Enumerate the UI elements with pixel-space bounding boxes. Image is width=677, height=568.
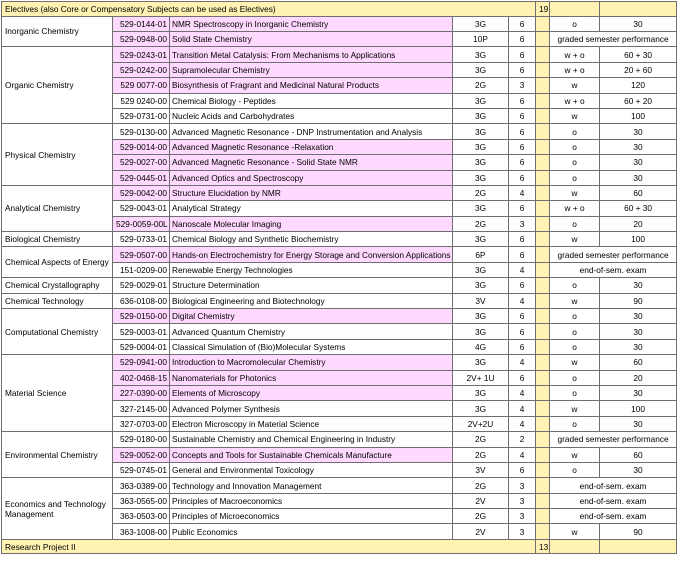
course-credits: 6 [509,31,536,46]
course-type: 2G [453,478,509,493]
assessment-duration: 30 [600,155,677,170]
course-credits: 6 [509,62,536,77]
course-credits: 6 [509,124,536,139]
course-code: 529-0042-00 [113,185,170,200]
course-credits: 6 [509,309,536,324]
course-type: 3G [453,324,509,339]
assessment-mode: w [550,447,600,462]
course-code: 529-0243-01 [113,47,170,62]
course-name: Advanced Polymer Synthesis [170,401,453,416]
subject-area-cell: Chemical Technology [2,293,113,308]
course-type: 3G [453,201,509,216]
course-row [2,232,677,247]
course-marker [536,493,550,508]
course-marker [536,216,550,231]
course-type: 6P [453,247,509,262]
course-marker [536,31,550,46]
assessment-mode: o [550,278,600,293]
footer-row [2,539,677,554]
assessment-mode: w [550,293,600,308]
course-code: 529-0014-00 [113,139,170,154]
course-name: Structure Determination [170,278,453,293]
assessment-mode: o [550,124,600,139]
footer-blank [600,539,677,554]
assessment-mode: o [550,16,600,31]
course-code: 529 0240-00 [113,93,170,108]
course-marker [536,509,550,524]
footer-label: Research Project II [2,539,536,554]
course-credits: 6 [509,462,536,477]
course-credits: 6 [509,16,536,31]
assessment-mode: o [550,462,600,477]
course-name: Chemical Biology and Synthetic Biochemistry [170,232,453,247]
assessment-duration: 30 [600,278,677,293]
course-code: 529-0941-00 [113,355,170,370]
course-marker [536,478,550,493]
course-code: 529-0043-01 [113,201,170,216]
subject-area-cell: Biological Chemistry [2,232,113,247]
header-blank [550,2,600,17]
course-type: 3G [453,355,509,370]
course-code: 363-0389-00 [113,478,170,493]
assessment-duration: 90 [600,524,677,539]
course-type: 3G [453,262,509,277]
course-credits: 4 [509,185,536,200]
course-name: Electron Microscopy in Material Science [170,416,453,431]
course-credits: 4 [509,447,536,462]
assessment-duration: 60 [600,447,677,462]
assessment-mode: w [550,355,600,370]
course-type: 4G [453,339,509,354]
course-code: 529-0130-00 [113,124,170,139]
course-marker [536,108,550,123]
course-credits: 6 [509,247,536,262]
assessment-note: graded semester performance [550,247,677,262]
course-credits: 6 [509,93,536,108]
course-marker [536,370,550,385]
course-code: 363-0565-00 [113,493,170,508]
course-type: 3G [453,309,509,324]
course-row [2,309,677,324]
course-credits: 6 [509,155,536,170]
course-marker [536,447,550,462]
header-credits: 19 [536,2,550,17]
course-name: Advanced Quantum Chemistry [170,324,453,339]
course-code: 529-0733-01 [113,232,170,247]
course-code: 529-0052-00 [113,447,170,462]
course-type: 3G [453,62,509,77]
course-row [2,247,677,262]
course-code: 529-0003-01 [113,324,170,339]
course-type: 10P [453,31,509,46]
course-name: Principles of Macroeconomics [170,493,453,508]
header-blank [600,2,677,17]
assessment-duration: 60 + 20 [600,93,677,108]
course-code: 151-0209-00 [113,262,170,277]
course-code: 402-0468-15 [113,370,170,385]
course-code: 529-0242-00 [113,62,170,77]
course-credits: 6 [509,139,536,154]
course-name: Technology and Innovation Management [170,478,453,493]
course-row [2,355,677,370]
assessment-mode: o [550,370,600,385]
assessment-duration: 30 [600,16,677,31]
course-credits: 3 [509,493,536,508]
course-marker [536,232,550,247]
course-name: Advanced Magnetic Resonance - Solid State NMR [170,155,453,170]
course-credits: 6 [509,170,536,185]
course-type: 3G [453,155,509,170]
course-name: Nanoscale Molecular Imaging [170,216,453,231]
course-marker [536,385,550,400]
course-marker [536,524,550,539]
course-type: 2G [453,216,509,231]
course-type: 3V [453,293,509,308]
course-marker [536,293,550,308]
assessment-duration: 60 + 30 [600,47,677,62]
course-type: 2V+ 1U [453,370,509,385]
course-credits: 4 [509,401,536,416]
course-code: 529-0948-00 [113,31,170,46]
course-credits: 4 [509,416,536,431]
assessment-mode: w + o [550,93,600,108]
course-name: Sustainable Chemistry and Chemical Engineering in Industry [170,432,453,447]
assessment-mode: w + o [550,62,600,77]
course-credits: 4 [509,355,536,370]
assessment-mode: w + o [550,47,600,62]
assessment-duration: 60 [600,355,677,370]
course-name: Nanomaterials for Photonics [170,370,453,385]
course-name: Advanced Magnetic Resonance - DNP Instrumentation and Analysis [170,124,453,139]
course-name: Principles of Microeconomics [170,509,453,524]
course-name: Solid State Chemistry [170,31,453,46]
course-marker [536,309,550,324]
assessment-mode: o [550,139,600,154]
course-type: 3G [453,47,509,62]
course-name: Advanced Optics and Spectroscopy [170,170,453,185]
assessment-mode: w [550,78,600,93]
course-name: Hands-on Electrochemistry for Energy Storage and Conversion Applications [170,247,453,262]
course-code: 529-0745-01 [113,462,170,477]
course-name: Nucleic Acids and Carbohydrates [170,108,453,123]
course-credits: 6 [509,370,536,385]
course-type: 3G [453,232,509,247]
course-code: 327-0703-00 [113,416,170,431]
course-credits: 6 [509,47,536,62]
course-marker [536,78,550,93]
assessment-mode: o [550,339,600,354]
course-marker [536,62,550,77]
course-credits: 3 [509,78,536,93]
assessment-duration: 100 [600,108,677,123]
course-marker [536,416,550,431]
course-type: 2V [453,493,509,508]
course-name: Classical Simulation of (Bio)Molecular Systems [170,339,453,354]
course-credits: 3 [509,509,536,524]
course-credits: 4 [509,293,536,308]
course-name: NMR Spectroscopy in Inorganic Chemistry [170,16,453,31]
course-marker [536,170,550,185]
course-code: 529-0144-01 [113,16,170,31]
course-credits: 4 [509,385,536,400]
assessment-duration: 30 [600,339,677,354]
assessment-mode: o [550,416,600,431]
course-row [2,432,677,447]
course-marker [536,262,550,277]
course-code: 363-1008-00 [113,524,170,539]
subject-area-cell: Inorganic Chemistry [2,16,113,47]
course-code: 529-0059-00L [113,216,170,231]
course-credits: 6 [509,108,536,123]
course-marker [536,432,550,447]
course-name: General and Environmental Toxicology [170,462,453,477]
assessment-duration: 20 [600,370,677,385]
course-name: Biological Engineering and Biotechnology [170,293,453,308]
assessment-duration: 30 [600,170,677,185]
course-code: 529 0077-00 [113,78,170,93]
assessment-duration: 100 [600,232,677,247]
course-code: 327-2145-00 [113,401,170,416]
footer-credits: 13 [536,539,550,554]
course-type: 3G [453,385,509,400]
course-row [2,293,677,308]
header-row [2,2,677,17]
course-type: 2G [453,432,509,447]
course-code: 636-0108-00 [113,293,170,308]
subject-area-cell: Computational Chemistry [2,309,113,355]
course-marker [536,47,550,62]
course-marker [536,355,550,370]
assessment-duration: 20 + 60 [600,62,677,77]
course-code: 529-0180-00 [113,432,170,447]
course-code: 529-0027-00 [113,155,170,170]
course-marker [536,124,550,139]
course-code: 529-0029-01 [113,278,170,293]
course-credits: 3 [509,216,536,231]
course-name: Public Economics [170,524,453,539]
assessment-duration: 30 [600,416,677,431]
course-type: 3G [453,108,509,123]
course-code: 529-0150-00 [113,309,170,324]
footer-blank [550,539,600,554]
course-type: 2V+2U [453,416,509,431]
assessment-mode: o [550,385,600,400]
assessment-duration: 60 + 30 [600,201,677,216]
assessment-note: end-of-sem. exam [550,478,677,493]
course-credits: 6 [509,339,536,354]
assessment-duration: 30 [600,139,677,154]
course-name: Supramolecular Chemistry [170,62,453,77]
course-name: Biosynthesis of Fragrant and Medicinal Natural Products [170,78,453,93]
course-credits: 6 [509,201,536,216]
course-code: 529-0507-00 [113,247,170,262]
course-marker [536,201,550,216]
course-row [2,16,677,31]
course-row [2,185,677,200]
assessment-duration: 120 [600,78,677,93]
course-marker [536,278,550,293]
subject-area-cell: Organic Chemistry [2,47,113,124]
subject-area-cell: Environmental Chemistry [2,432,113,478]
course-marker [536,339,550,354]
assessment-duration: 30 [600,309,677,324]
course-type: 2V [453,524,509,539]
course-code: 529-0445-01 [113,170,170,185]
assessment-mode: w [550,185,600,200]
course-credits: 6 [509,232,536,247]
assessment-mode: w [550,401,600,416]
assessment-mode: o [550,170,600,185]
course-code: 363-0503-00 [113,509,170,524]
course-row [2,278,677,293]
assessment-mode: w [550,108,600,123]
course-name: Analytical Strategy [170,201,453,216]
course-credits: 4 [509,262,536,277]
assessment-note: graded semester performance [550,432,677,447]
course-marker [536,462,550,477]
course-type: 3V [453,462,509,477]
subject-area-cell: Chemical Aspects of Energy [2,247,113,278]
course-type: 2G [453,185,509,200]
subject-area-cell: Material Science [2,355,113,432]
assessment-mode: w [550,232,600,247]
course-credits: 6 [509,324,536,339]
course-row [2,478,677,493]
course-row [2,47,677,62]
course-name: Introduction to Macromolecular Chemistry [170,355,453,370]
course-name: Structure Elucidation by NMR [170,185,453,200]
assessment-note: graded semester performance [550,31,677,46]
course-type: 3G [453,16,509,31]
subject-area-cell: Chemical Crystallography [2,278,113,293]
course-type: 3G [453,278,509,293]
assessment-note: end-of-sem. exam [550,262,677,277]
assessment-mode: w [550,524,600,539]
electives-table [1,1,677,554]
course-marker [536,185,550,200]
course-type: 2G [453,509,509,524]
course-marker [536,16,550,31]
assessment-duration: 30 [600,124,677,139]
course-type: 2G [453,78,509,93]
course-type: 2G [453,447,509,462]
assessment-mode: o [550,324,600,339]
course-name: Transition Metal Catalysis: From Mechanisms to Applications [170,47,453,62]
course-type: 3G [453,124,509,139]
assessment-note: end-of-sem. exam [550,493,677,508]
subject-area-cell: Analytical Chemistry [2,185,113,231]
assessment-mode: o [550,309,600,324]
course-marker [536,401,550,416]
course-credits: 3 [509,478,536,493]
assessment-duration: 90 [600,293,677,308]
assessment-duration: 20 [600,216,677,231]
course-row [2,124,677,139]
course-type: 3G [453,401,509,416]
course-name: Concepts and Tools for Sustainable Chemicals Manufacture [170,447,453,462]
course-name: Advanced Magnetic Resonance -Relaxation [170,139,453,154]
assessment-mode: o [550,155,600,170]
course-marker [536,324,550,339]
course-name: Elements of Microscopy [170,385,453,400]
course-marker [536,139,550,154]
course-name: Renewable Energy Technologies [170,262,453,277]
assessment-note: end-of-sem. exam [550,509,677,524]
course-name: Chemical Biology - Peptides [170,93,453,108]
course-type: 3G [453,139,509,154]
course-marker [536,155,550,170]
course-marker [536,93,550,108]
course-credits: 3 [509,524,536,539]
course-code: 529-0004-01 [113,339,170,354]
course-code: 529-0731-00 [113,108,170,123]
course-marker [536,247,550,262]
course-type: 3G [453,170,509,185]
course-credits: 6 [509,278,536,293]
course-code: 227-0390-00 [113,385,170,400]
subject-area-cell: Physical Chemistry [2,124,113,186]
header-label: Electives (also Core or Compensatory Subjects can be used as Electives) [2,2,536,17]
assessment-duration: 100 [600,401,677,416]
course-type: 3G [453,93,509,108]
assessment-duration: 30 [600,324,677,339]
course-name: Digital Chemistry [170,309,453,324]
assessment-duration: 30 [600,462,677,477]
assessment-mode: o [550,216,600,231]
subject-area-cell: Economics and Technology Management [2,478,113,540]
assessment-duration: 30 [600,385,677,400]
assessment-duration: 60 [600,185,677,200]
assessment-mode: w + o [550,201,600,216]
course-credits: 2 [509,432,536,447]
